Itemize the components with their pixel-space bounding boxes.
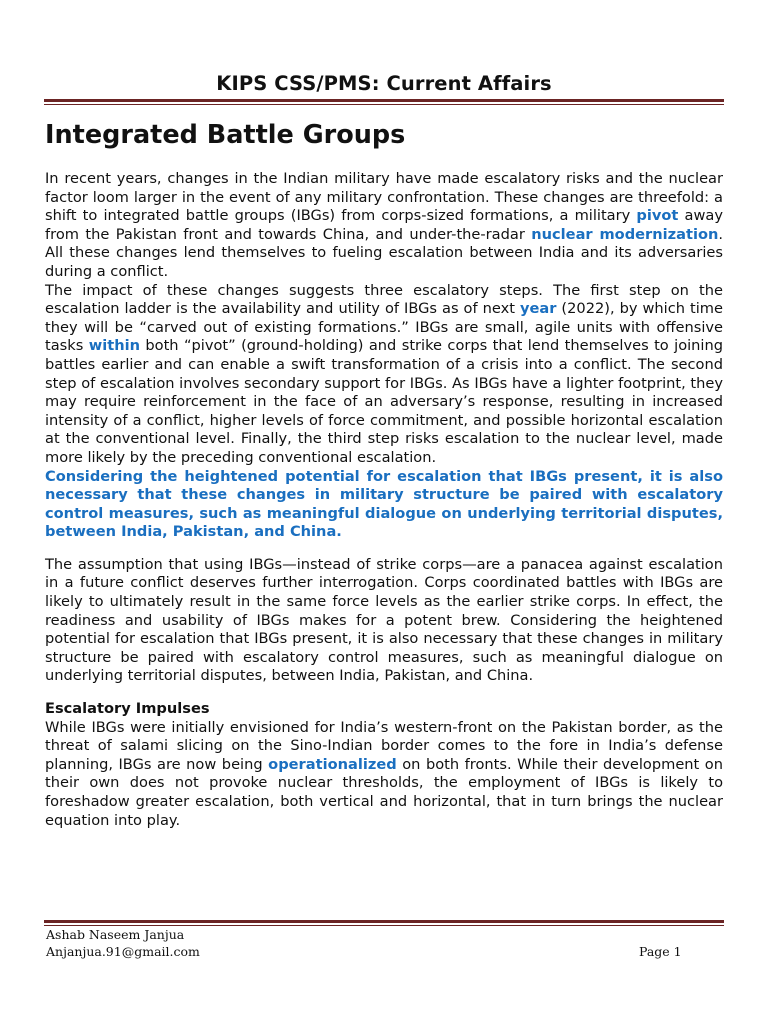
paragraph-escalatory-steps: The impact of these changes suggests three escalatory steps. The first step on the escalation ladder is the availability and utility of IBGs as of next year (2022), by which time they will be “carved out of existing formations.” IBGs are small, agile units with offensive tasks within both “pivot” (ground-holding) and strike corps that lend themselves to joining battles earlier and can enable a swift transformation of a crisis into a conflict. The second step of escalation involves secondary support for IBGs. As IBGs have a lighter footprint, they may require reinforcement in the face of an adversary’s response, resulting in increased intensity of a conflict, higher levels of force commitment, and possible horizontal escalation at the conventional level. Finally, the third step risks escalation to the nuclear level, made more likely by the preceding conventional escalation. xyxy=(45,281,723,466)
footer-email: Anjanjua.91@gmail.com xyxy=(46,944,200,959)
link-operationalized[interactable]: operationalized xyxy=(268,755,397,773)
paragraph-intro: In recent years, changes in the Indian military have made escalatory risks and the nuclear factor loom larger in the event of any military confrontation. These changes are threefold: a shift to integrated battle groups (IBGs) from corps-sized formations, a military pivot away from the Pakistan front and towards China, and under-the-radar nuclear modernization. All these changes lend themselves to fueling escalation between India and its adversaries during a conflict. xyxy=(45,170,724,280)
paragraph-assumption: The assumption that using IBGs—instead of strike corps—are a panacea against escalation in a future conflict deserves further interrogation. Corps coordinated battles with IBGs are likely to ultimately result in the same force levels as the earlier strike corps. In effect, the readiness and usability of IBGs makes for a potent brew. Considering the heightened potential for escalation that IBGs present, it is also necessary that these changes in military structure be paired with escalatory control measures, such as meaningful dialogue on underlying territorial disputes, between India, Pakistan, and China. xyxy=(45,555,723,685)
link-pivot[interactable]: pivot xyxy=(636,207,679,225)
article-body xyxy=(45,170,723,830)
header-title: KIPS CSS/PMS: Current Affairs xyxy=(216,72,552,95)
link-within[interactable]: within xyxy=(88,337,140,355)
footer-page-number: Page 1 xyxy=(639,944,682,959)
link-nuclear-modernization[interactable]: nuclear modernization xyxy=(531,225,719,243)
footer-author: Ashab Naseem Janjua xyxy=(46,927,185,942)
link-year[interactable]: year xyxy=(519,300,557,318)
subheading-escalatory-impulses: Escalatory Impulses xyxy=(45,700,210,718)
paragraph-highlight: Considering the heightened potential for escalation that IBGs present, it is also necessary that these changes in military structure be paired with escalatory control measures, such as meaningful dialogue on underlying territorial disputes, between India, Pakistan, and China. xyxy=(45,467,723,541)
paragraph-impulses: While IBGs were initially envisioned for India’s western-front on the Pakistan border, as the threat of salami slicing on the Sino-Indian border comes to the fore in India’s defense planning, IBGs are now being operationalized on both fronts. While their development on their own does not provoke nuclear thresholds, the employment of IBGs is likely to foreshadow greater escalation, both vertical and horizontal, that in turn brings the nuclear equation into play. xyxy=(45,718,723,829)
article-title: Integrated Battle Groups xyxy=(45,120,406,150)
header-rule xyxy=(44,99,724,105)
footer-rule xyxy=(44,920,724,926)
